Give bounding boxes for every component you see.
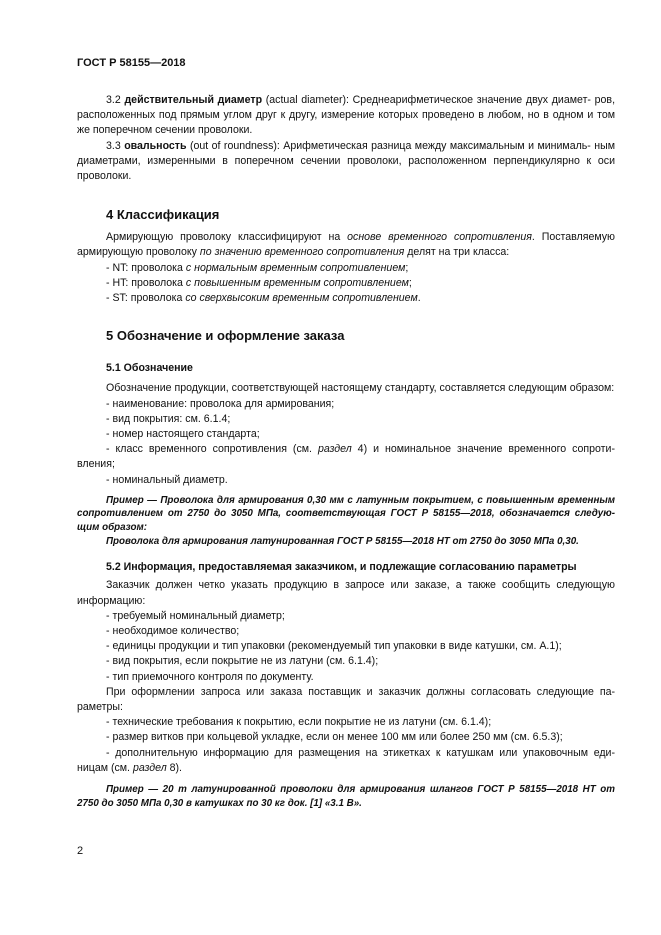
document-code-header: ГОСТ Р 58155—2018 [77,57,186,69]
definition-number: 3.2 [106,94,121,106]
italic-span: раздел [132,761,167,774]
definition-term: действительный диаметр [124,94,263,106]
text-span: Армирующую проволоку классифицируют на [106,231,348,244]
italic-span: с повышенным временным сопротивлением [185,276,409,289]
section-5-heading: 5 Обозначение и оформление заказа [106,328,345,344]
list-item: - необходимое количество; [106,625,240,638]
italic-span: раздел [317,443,352,456]
list-item: - номер настоящего стандарта; [106,428,260,441]
section-4-paragraph [77,230,615,260]
text-span: - класс временного сопротивления (см. [106,443,318,456]
example-text: — 20 т латунированной проволоки для армирования шлангов ГОСТ Р 58155—2018 НТ от 2750 до 3050 МПа 0,30 в катушках по 30 кг док. [1] «3.1 В». [77,784,615,809]
subsection-5-1-heading: 5.1 Обозначение [106,362,193,375]
list-item [77,261,615,276]
definition-text: (actual diameter): Среднеарифметическое значение двух диамет- ров, расположенных под прямым углом друг к другу, измерение которых проведено в любом, но в одном и том же поперечном сечении проволоки. [77,94,616,137]
list-item: - размер витков при кольцевой укладке, если он менее 100 мм или более 250 мм (см. 6.5.3); [106,731,563,744]
subsection-5-2-paragraph: Заказчик должен четко указать продукцию в запросе или заказе, а также сообщить следующую информацию: [77,579,615,607]
italic-span: по значению временного сопротивления [199,246,405,259]
list-item: - вид покрытия, если покрытие не из латуни (см. 6.1.4); [106,655,379,668]
example-5-1-result: Проволока для армирования латунированная ГОСТ Р 58155—2018 НТ от 2750 до 3050 МПа 0,30. [106,535,579,547]
definition-3-3 [77,139,615,185]
definition-number: 3.3 [106,139,121,152]
definition-term: овальность [124,139,187,152]
list-item [77,276,615,291]
example-5-1 [77,494,615,535]
list-item [77,442,615,472]
list-item [77,291,615,306]
list-item: - вид покрытия: см. 6.1.4; [106,412,231,425]
text-span: - NT: проволока [106,261,186,274]
text-span: делят на три класса: [404,246,510,259]
list-item: - требуемый номинальный диаметр; [106,609,285,622]
list-item: - технические требования к покрытию, если покрытие не из латуни (см. 6.1.4); [106,716,492,729]
page-number: 2 [77,845,84,857]
example-text: — Проволока для армирования 0,30 мм с латунным покрытием, с повышенным временным сопротивлением от 2750 до 3050 МПа, соответствующая ГОСТ Р 58155—2018, обозначается следую- щим образом: [77,494,615,534]
text-span: - дополнительную информацию для размещения на этикетках к катушкам или упаковочным еди- ницам (см. [77,746,615,774]
italic-span: основе временного сопротивления [347,231,532,244]
italic-span: со сверхвысоким временным сопротивлением [185,292,418,305]
text-span: 8). [166,761,182,774]
text-span: 4) и номинальное значение временного сопроти- вления; [77,443,615,471]
list-item: - наименование: проволока для армирования; [106,397,335,410]
text-span: ; [408,276,412,289]
definition-text: (out of roundness): Арифметическая разница между максимальным и минималь- ным диаметрами, измеренными в поперечном сечении проволоки, расположенном перпендикулярно к оси проволоки. [77,139,615,183]
subsection-5-1-paragraph: Обозначение продукции, соответствующей настоящему стандарту, составляется следующим образом: [106,382,615,395]
text-span: . Поставляемую армирующую проволоку [77,231,616,259]
example-label: Пример [106,494,144,506]
definition-3-2 [77,93,615,139]
section-4-heading: 4 Классификация [106,207,220,223]
text-span: - ST: проволока [106,292,186,305]
list-item: - тип приемочного контроля по документу. [106,670,314,683]
list-item: - единицы продукции и тип упаковки (рекомендуемый тип упаковки в виде катушки, см. А.1); [106,640,562,653]
list-item: - номинальный диаметр. [106,473,228,486]
italic-span: с нормальным временным сопротивлением [185,261,406,274]
subsection-5-2-heading: 5.2 Информация, предоставляемая заказчиком, и подлежащие согласованию параметры [106,561,577,574]
example-label: Пример [106,784,144,796]
subsection-5-2-paragraph-2: При оформлении запроса или заказа поставщик и заказчик должны согласовать следующие па- раметры: [77,685,615,714]
page-content [77,93,615,810]
text-span: . [417,292,421,305]
example-5-2 [77,783,615,810]
text-span: ; [405,261,409,274]
list-item [77,746,615,776]
text-span: - HT: проволока [106,276,186,289]
